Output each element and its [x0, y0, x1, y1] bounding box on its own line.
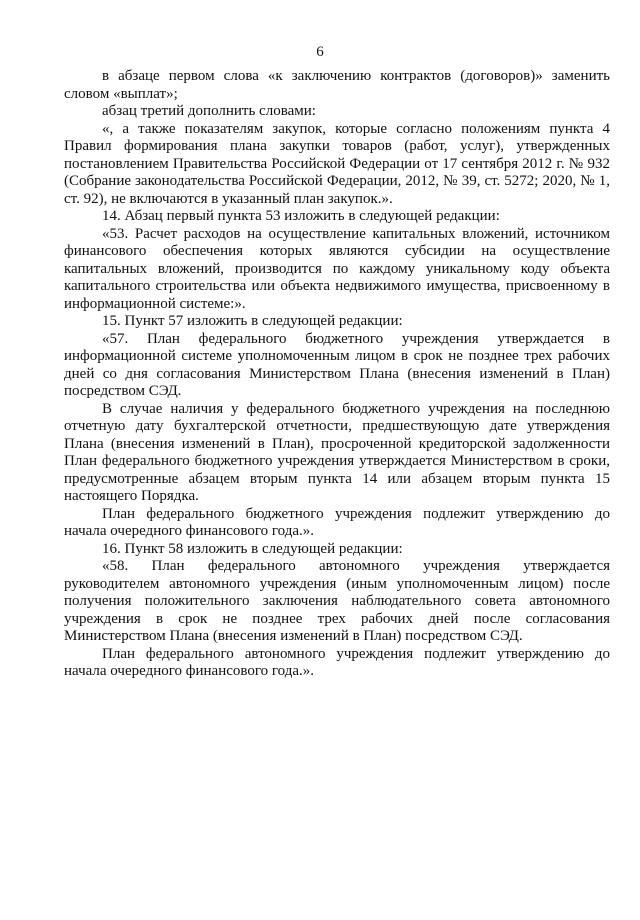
paragraph: План федерального бюджетного учреждения подлежит утверждению до начала очередного финансового года.».: [64, 505, 610, 539]
paragraph: «53. Расчет расходов на осуществление капитальных вложений, источником финансового обеспечения которых являются субсидии на осуществление капитальных вложений, производится по каждому уникальному коду объекта капитального строительства или объекта недвижимого имущества, присвоенному в информационной системе:».: [64, 225, 610, 312]
paragraph: 16. Пункт 58 изложить в следующей редакции:: [102, 540, 403, 557]
paragraph: 15. Пункт 57 изложить в следующей редакции:: [102, 313, 403, 329]
paragraph: 14. Абзац первый пункта 53 изложить в следующей редакции:: [102, 208, 500, 224]
paragraph: «58. План федерального автономного учреждения утверждается руководителем автономного учреждения (иным уполномоченным лицом) после получения положительного заключения наблюдательного совета автономного учреждения в срок не позднее трех рабочих дней после согласования Министерством Плана (внесения изменений в План) посредством СЭД.: [64, 558, 610, 644]
paragraph: «, а также показателям закупок, которые согласно положениям пункта 4 Правил формирования плана закупки товаров (работ, услуг), утвержденных постановлением Правительства Российской Федерации от 17 сентября 2012 г. № 932 (Собрание законодательства Российской Федерации, 2012, № 39, ст. 5272; 2020, № 1, ст. 92), не включаются в указанный план закупок.».: [64, 120, 610, 207]
paragraph: абзац третий дополнить словами:: [102, 103, 316, 119]
paragraph: В случае наличия у федерального бюджетного учреждения на последнюю отчетную дату бухгалтерской отчетности, предшествующую дате утверждения Плана (внесения изменений в План), просроченной кредиторской задолженности План федерального бюджетного учреждения утверждается Министерством в сроки, предусмотренные абзацем вторым пункта 14 или абзацем вторым пункта 15 настоящего Порядка.: [64, 400, 610, 504]
paragraph: План федерального автономного учреждения подлежит утверждению до начала очередного финансового года.».: [64, 645, 610, 679]
paragraph: «57. План федерального бюджетного учреждения утверждается в информационной системе уполномоченным лицом в срок не позднее трех рабочих дней со дня согласования Министерством Плана (внесения изменений в План) посредством СЭД.: [64, 330, 610, 399]
document-body: [64, 68, 610, 681]
paragraph: в абзаце первом слова «к заключению контрактов (договоров)» заменить словом «выплат»;: [64, 68, 610, 102]
page-number: 6: [316, 44, 324, 60]
